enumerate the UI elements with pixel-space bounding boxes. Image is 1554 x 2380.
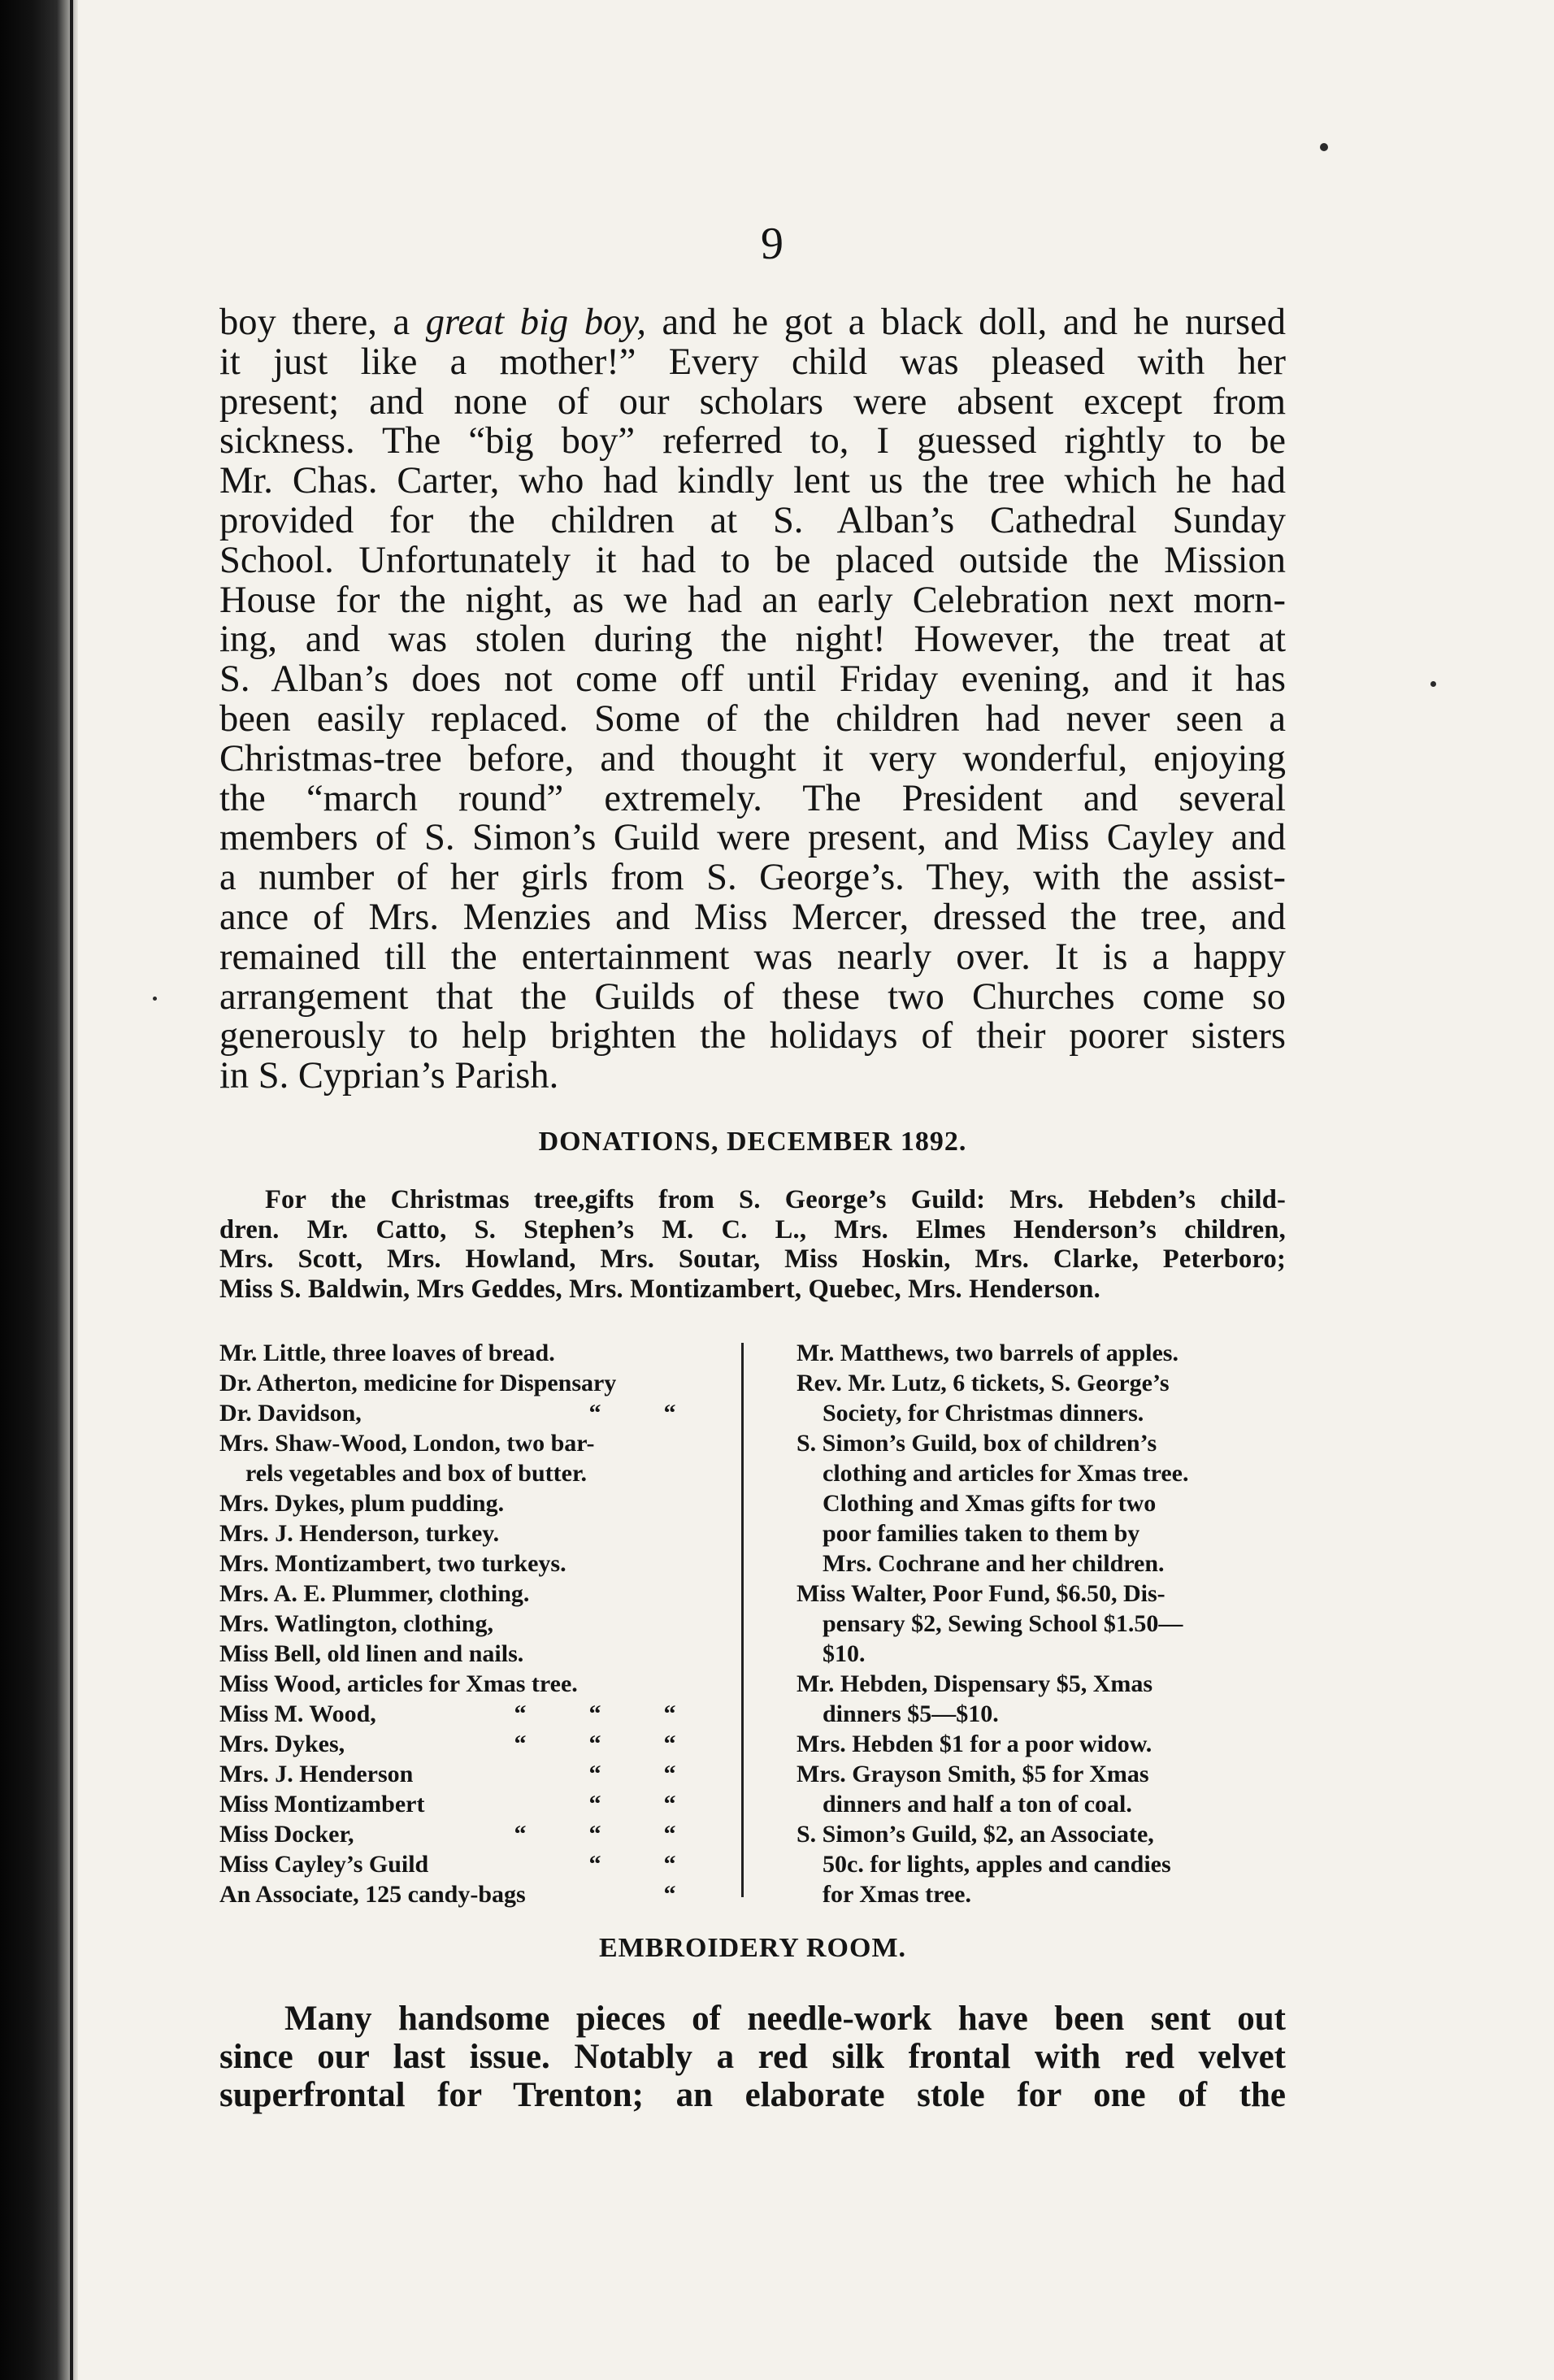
- narrative-line: sickness. The “big boy” referred to, I guessed rightly to be: [219, 420, 1286, 463]
- donation-text: Mrs. Dykes, plum pudding.: [219, 1490, 505, 1517]
- donation-text: Mrs. A. E. Plummer, clothing.: [219, 1580, 530, 1607]
- narrative-line: arrangement that the Guilds of these two Churches come so: [219, 975, 1286, 1018]
- ditto-mark: “: [663, 1700, 676, 1727]
- donation-entry-left: [219, 1699, 707, 1729]
- ditto-mark: “: [588, 1400, 601, 1427]
- narrative-line: Christmas-tree before, and thought it very wonderful, enjoying: [219, 737, 1286, 780]
- donation-entry-right: dinners and half a ton of coal.: [823, 1791, 1132, 1818]
- page-number: 9: [761, 219, 784, 269]
- embroidery-line: superfrontal for Trenton; an elaborate stole for one of the: [219, 2076, 1286, 2114]
- ditto-mark: “: [588, 1791, 601, 1818]
- donation-text: Mrs. J. Henderson, turkey.: [219, 1520, 500, 1547]
- ditto-marks: [632, 1879, 707, 1909]
- narrative-line: S. Alban’s does not come off until Friday evening, and it has: [219, 658, 1286, 701]
- narrative-line: it just like a mother!” Every child was pleased with her: [219, 341, 1286, 383]
- donation-text: Mrs. Dykes,: [219, 1731, 345, 1757]
- ditto-mark: “: [588, 1821, 601, 1848]
- donation-entry-left: [219, 1488, 707, 1518]
- ditto-mark: “: [588, 1851, 601, 1878]
- embroidery-line: since our last issue. Notably a red silk frontal with red velvet: [219, 2038, 1286, 2076]
- donation-entry-left: [219, 1579, 707, 1609]
- donations-intro-line: Mrs. Scott, Mrs. Howland, Mrs. Soutar, Miss Hoskin, Mrs. Clarke, Peterboro;: [219, 1244, 1286, 1274]
- donation-text: Miss Bell, old linen and nails.: [219, 1640, 524, 1667]
- donation-entry-left: [219, 1338, 707, 1368]
- ditto-mark: “: [588, 1700, 601, 1727]
- donations-intro-line: For the Christmas tree,gifts from S. George’s Guild: Mrs. Hebden’s child-: [265, 1185, 1286, 1214]
- speck-top-right: [1320, 143, 1328, 151]
- donation-text: An Associate, 125 candy-bags: [219, 1881, 526, 1908]
- donation-text: Mr. Little, three loaves of bread.: [219, 1340, 555, 1366]
- donation-entry-left: [219, 1518, 707, 1548]
- donation-entry-right: Clothing and Xmas gifts for two: [823, 1490, 1157, 1517]
- ditto-mark: “: [663, 1400, 676, 1427]
- donation-entry-right: 50c. for lights, apples and candies: [823, 1851, 1171, 1878]
- column-divider: [741, 1343, 744, 1897]
- donation-text: Dr. Davidson,: [219, 1400, 362, 1427]
- donation-entry-left: [219, 1819, 707, 1849]
- narrative-line: members of S. Simon’s Guild were present, and Miss Cayley and: [219, 817, 1286, 859]
- ditto-marks: [483, 1729, 707, 1759]
- ditto-mark: “: [663, 1731, 676, 1757]
- donation-entry-left: [219, 1759, 707, 1789]
- ditto-mark: “: [663, 1761, 676, 1787]
- donations-heading: DONATIONS, DECEMBER 1892.: [538, 1127, 967, 1157]
- narrative-line: a number of her girls from S. George’s. They, with the assist-: [219, 857, 1286, 899]
- ditto-marks: [558, 1398, 707, 1428]
- donation-entry-right: poor families taken to them by: [823, 1520, 1140, 1547]
- ditto-mark: “: [663, 1881, 676, 1908]
- donation-text: Miss Cayley’s Guild: [219, 1851, 429, 1878]
- donation-entry-left: [219, 1729, 707, 1759]
- narrative-line: provided for the children at S. Alban’s Cathedral Sunday: [219, 499, 1286, 541]
- donations-intro-line: dren. Mr. Catto, S. Stephen’s M. C. L., Mrs. Elmes Henderson’s children,: [219, 1214, 1286, 1244]
- donation-text: Miss Wood, articles for Xmas tree.: [219, 1670, 578, 1697]
- donation-entry-right: Miss Walter, Poor Fund, $6.50, Dis-: [797, 1580, 1166, 1607]
- ditto-marks: [483, 1819, 707, 1849]
- donation-entry-right: Mr. Hebden, Dispensary $5, Xmas: [797, 1670, 1153, 1697]
- donation-text: Miss Montizambert: [219, 1791, 425, 1818]
- donation-entry-right: $10.: [823, 1640, 866, 1667]
- donation-entry-left: [219, 1789, 707, 1819]
- donation-entry-right: Mrs. Cochrane and her children.: [823, 1550, 1165, 1577]
- ditto-marks: [558, 1849, 707, 1879]
- donation-entry-right: pensary $2, Sewing School $1.50—: [823, 1610, 1183, 1637]
- donation-entry-right: S. Simon’s Guild, $2, an Associate,: [797, 1821, 1154, 1848]
- donation-entry-right: Mr. Matthews, two barrels of apples.: [797, 1340, 1179, 1366]
- donation-text: Mrs. Watlington, clothing,: [219, 1610, 493, 1637]
- donation-entry-left: [219, 1548, 707, 1579]
- donation-entry-left: [219, 1609, 707, 1639]
- ditto-mark: “: [514, 1731, 527, 1757]
- narrative-line: ing, and was stolen during the night! However, the treat at: [219, 619, 1286, 661]
- ditto-mark: “: [588, 1731, 601, 1757]
- donation-entry-right: Mrs. Grayson Smith, $5 for Xmas: [797, 1761, 1149, 1787]
- narrative-line: present; and none of our scholars were absent except from: [219, 380, 1286, 423]
- donation-entry-left: [219, 1428, 707, 1458]
- narrative-line: the “march round” extremely. The President and several: [219, 777, 1286, 819]
- speck-left-middle: [153, 997, 157, 1001]
- narrative-paragraph: [219, 303, 1286, 1097]
- donation-entry-left: [219, 1849, 707, 1879]
- donation-entry-left: [219, 1669, 707, 1699]
- donation-entry-right: Mrs. Hebden $1 for a poor widow.: [797, 1731, 1152, 1757]
- ditto-mark: “: [663, 1851, 676, 1878]
- donation-entry-right: for Xmas tree.: [823, 1881, 971, 1908]
- ditto-mark: “: [663, 1791, 676, 1818]
- narrative-line-last: in S. Cyprian’s Parish.: [219, 1055, 559, 1097]
- ditto-marks: [483, 1699, 707, 1729]
- narrative-line: School. Unfortunately it had to be placed outside the Mission: [219, 539, 1286, 581]
- donations-intro: [219, 1185, 1286, 1304]
- embroidery-line: Many handsome pieces of needle-work have been sent out: [284, 2000, 1286, 2038]
- donation-entry-right: dinners $5—$10.: [823, 1700, 999, 1727]
- donation-text: Dr. Atherton, medicine for Dispensary: [219, 1370, 617, 1396]
- narrative-line: Mr. Chas. Carter, who had kindly lent us the tree which he had: [219, 460, 1286, 502]
- donation-entry-right: S. Simon’s Guild, box of children’s: [797, 1430, 1157, 1457]
- donation-text: Mrs. Montizambert, two turkeys.: [219, 1550, 566, 1577]
- embroidery-paragraph: [219, 2000, 1286, 2114]
- narrative-line: been easily replaced. Some of the children had never seen a: [219, 697, 1286, 740]
- donation-entry-left: [219, 1458, 707, 1488]
- donation-text: Miss Docker,: [219, 1821, 354, 1848]
- donation-text: Mrs. Shaw-Wood, London, two bar-: [219, 1430, 595, 1457]
- donation-entry-right: clothing and articles for Xmas tree.: [823, 1460, 1189, 1487]
- narrative-line: generously to help brighten the holidays of their poorer sisters: [219, 1015, 1286, 1058]
- donations-intro-line: Miss S. Baldwin, Mrs Geddes, Mrs. Montizambert, Quebec, Mrs. Henderson.: [219, 1274, 1100, 1304]
- donation-entry-right: Rev. Mr. Lutz, 6 tickets, S. George’s: [797, 1370, 1170, 1396]
- embroidery-heading: EMBROIDERY ROOM.: [598, 1933, 907, 1963]
- donation-entry-left: [219, 1368, 707, 1398]
- ditto-marks: [558, 1759, 707, 1789]
- donations-right-column: [797, 1338, 1286, 1909]
- donation-entry-left: [219, 1398, 707, 1428]
- donation-text: rels vegetables and box of butter.: [245, 1460, 587, 1487]
- narrative-line: ance of Mrs. Menzies and Miss Mercer, dressed the tree, and: [219, 896, 1286, 938]
- ditto-mark: “: [663, 1821, 676, 1848]
- donation-text: Mrs. J. Henderson: [219, 1761, 414, 1787]
- narrative-line: remained till the entertainment was nearly over. It is a happy: [219, 936, 1286, 978]
- donation-entry-left: [219, 1639, 707, 1669]
- book-binding-edge: [0, 0, 78, 2380]
- ditto-mark: “: [514, 1700, 527, 1727]
- donation-entry-left: [219, 1879, 707, 1909]
- donation-text: Miss M. Wood,: [219, 1700, 376, 1727]
- narrative-line-1: boy there, a great big boy, and he got a black doll, and he nursed: [219, 302, 1287, 343]
- donations-left-column: [219, 1338, 707, 1909]
- ditto-mark: “: [514, 1821, 527, 1848]
- donation-entry-right: Society, for Christmas dinners.: [823, 1400, 1144, 1427]
- speck-right-middle: [1430, 681, 1436, 687]
- narrative-line: House for the night, as we had an early Celebration next morn-: [219, 579, 1286, 621]
- ditto-marks: [558, 1789, 707, 1819]
- ditto-mark: “: [588, 1761, 601, 1787]
- binding-shadow-line: [70, 0, 73, 2380]
- italic-emphasis: great big boy,: [425, 302, 646, 343]
